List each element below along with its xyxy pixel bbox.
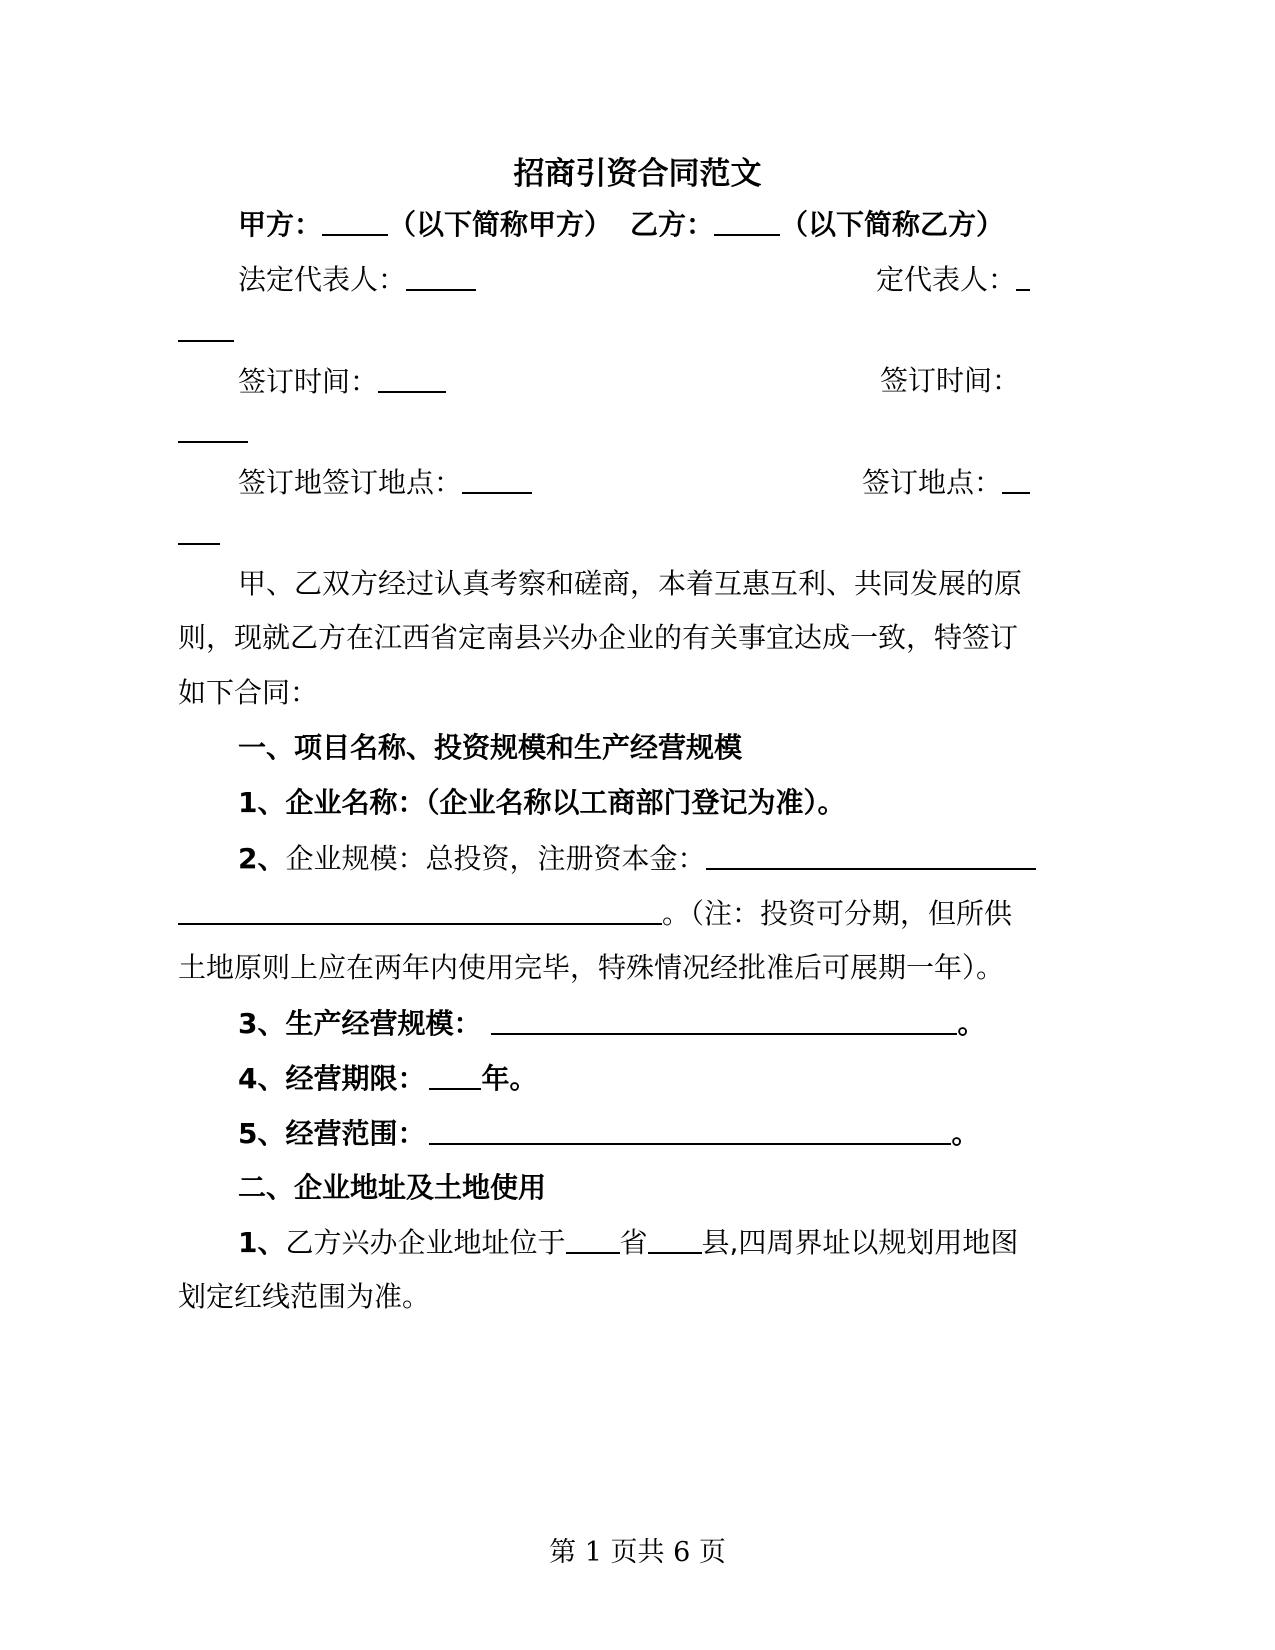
legal-rep-right-label: 定代表人： — [875, 263, 1016, 296]
sign-place-left — [238, 462, 532, 503]
sign-place-right-blank — [1002, 462, 1030, 494]
section1-item4-label: 4、经营期限： — [238, 1062, 426, 1095]
party-b-note: （以下简称乙方） — [780, 208, 1005, 241]
sign-time-right-label: 签订时间： — [879, 364, 1020, 397]
section2-heading: 二、企业地址及土地使用 — [238, 1171, 547, 1204]
section2-item1 — [238, 1222, 1018, 1263]
party-a-note: （以下简称甲方） — [388, 208, 613, 241]
section1-item5 — [238, 1113, 980, 1154]
party-b-label: 乙方： — [630, 208, 715, 241]
section1-item3-end: 。 — [957, 1007, 986, 1040]
business-scope-blank — [429, 1113, 951, 1145]
section1-item2-cont — [178, 893, 1012, 934]
registered-capital-blank-2 — [178, 893, 662, 925]
legal-rep-left — [238, 259, 476, 300]
document-title: 招商引资合同范文 — [513, 156, 762, 192]
sign-time-left — [238, 361, 446, 402]
county-blank — [648, 1222, 702, 1254]
section1-heading: 一、项目名称、投资规模和生产经营规模 — [238, 731, 743, 764]
section2-item1-text-b: 省 — [619, 1226, 648, 1259]
section1-item3 — [238, 1003, 986, 1044]
section1-item2-text: 企业规模：总投资，注册资本金： — [285, 842, 706, 875]
section1-item1: 1、企业名称：（企业名称以工商部门登记为准）。 — [238, 786, 846, 819]
province-blank — [566, 1222, 620, 1254]
sign-time-left-blank — [378, 361, 446, 393]
section1-item2 — [238, 838, 1036, 879]
party-b-blank — [714, 204, 780, 236]
party-a-label: 甲方： — [238, 208, 323, 241]
section2-item1-text-c: 县,四周界址以规划用地图 — [701, 1226, 1019, 1259]
sign-time-wrap-blank — [178, 441, 248, 443]
production-scale-blank — [491, 1003, 957, 1035]
legal-rep-right-blank — [1016, 259, 1030, 291]
section1-item4-end: 年。 — [481, 1062, 538, 1095]
sign-place-wrap-blank — [178, 543, 220, 545]
sign-place-right — [862, 462, 1030, 503]
page-footer: 第 1 页共 6 页 — [549, 1537, 726, 1568]
intro-line-3: 如下合同： — [178, 676, 319, 709]
section2-item1-text-a: 乙方兴办企业地址位于 — [285, 1226, 566, 1259]
registered-capital-blank — [706, 838, 1036, 870]
section2-item1-cont: 划定红线范围为准。 — [178, 1280, 431, 1313]
sign-place-right-label: 签订地点： — [861, 466, 1002, 499]
intro-line-1: 甲、乙双方经过认真考察和磋商，本着互惠互利、共同发展的原 — [238, 567, 1023, 600]
operation-term-blank — [429, 1058, 481, 1090]
parties-line — [238, 204, 1004, 245]
sign-time-left-label: 签订时间： — [238, 365, 379, 398]
party-a-blank — [322, 204, 388, 236]
legal-rep-left-blank — [406, 259, 476, 291]
sign-time-right — [880, 361, 1020, 401]
sign-place-left-blank — [462, 462, 532, 494]
section1-item5-label: 5、经营范围： — [238, 1117, 426, 1150]
legal-rep-left-label: 法定代表人： — [238, 263, 407, 296]
section1-item5-end: 。 — [951, 1117, 980, 1150]
section1-item2-cont2: 土地原则上应在两年内使用完毕，特殊情况经批准后可展期一年）。 — [178, 951, 1005, 984]
section2-item1-num: 1、 — [238, 1226, 286, 1259]
section1-item4 — [238, 1058, 538, 1099]
intro-line-2: 则，现就乙方在江西省定南县兴办企业的有关事宜达成一致，特签订 — [178, 621, 1019, 654]
section1-item2-cont-text: 。（注：投资可分期，但所供 — [662, 897, 1013, 930]
section1-item2-num: 2、 — [238, 842, 286, 875]
section1-item3-label: 3、生产经营规模： — [238, 1007, 482, 1040]
sign-place-left-label: 签订地签订地点： — [238, 466, 463, 499]
legal-rep-right — [876, 259, 1030, 300]
legal-rep-wrap-blank — [178, 340, 234, 342]
